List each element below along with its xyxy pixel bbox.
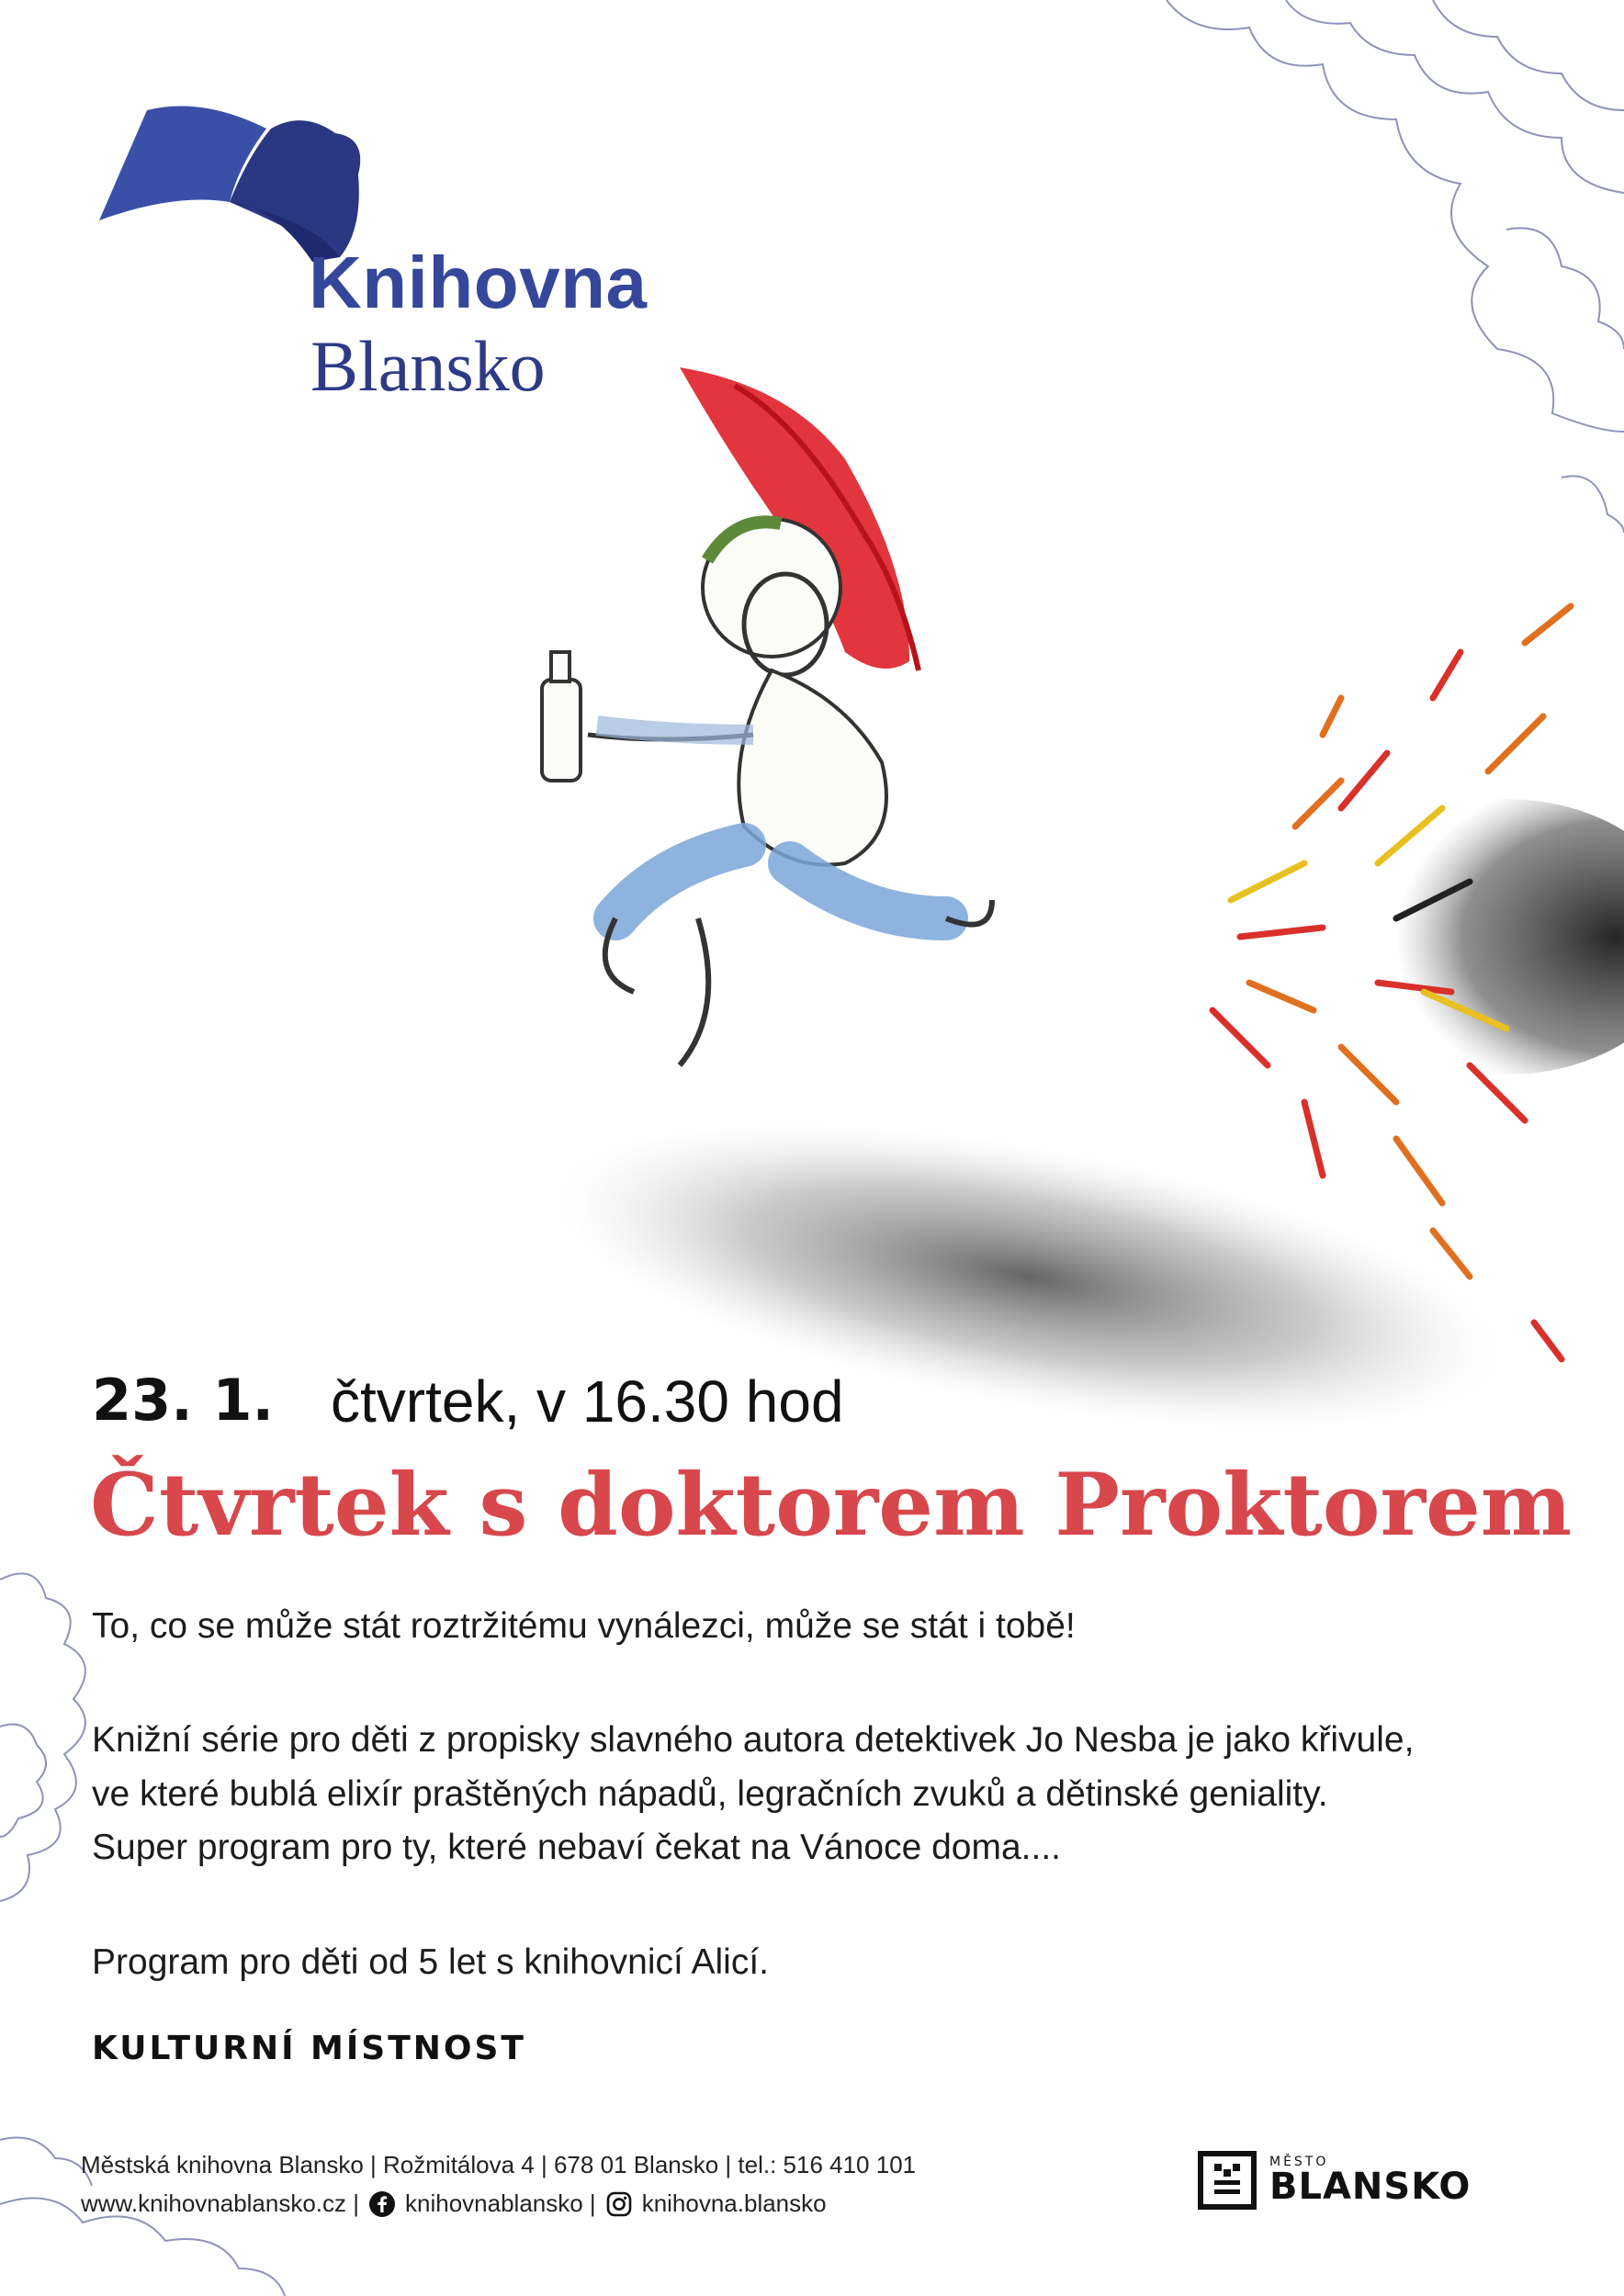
description-intro: To, co se může stát roztržitému vynálezci, může se stát i tobě! <box>92 1606 1076 1646</box>
event-time: čtvrtek, v 16.30 hod <box>331 1368 844 1435</box>
city-name <box>1269 2155 1472 2208</box>
legs <box>615 845 946 918</box>
instagram-icon[interactable] <box>605 2190 633 2218</box>
venue-label: KULTURNÍ MÍSTNOST <box>92 2030 526 2067</box>
logo-text-blansko: Blansko <box>310 326 546 406</box>
smoke-cloud <box>1323 799 1624 1075</box>
facebook-link[interactable]: knihovnablansko | <box>405 2189 596 2217</box>
logo-text-knihovna: Knihovna <box>309 242 648 323</box>
city-label-small: MĚSTO <box>1269 2155 1329 2169</box>
description-line: Knižní série pro děti z propisky slavného autora detektivek Jo Nesba je jako křivule, <box>92 1720 1415 1760</box>
bottle <box>542 680 581 781</box>
instagram-link[interactable]: knihovna.blansko <box>641 2189 827 2217</box>
facebook-icon[interactable] <box>368 2190 396 2218</box>
event-date: 23. 1. <box>92 1367 275 1434</box>
description-line: Super program pro ty, které nebaví čekat na Vánoce doma.... <box>92 1828 1062 1867</box>
city-emblem-icon <box>1198 2151 1257 2210</box>
city-label-big: BLANSKO <box>1269 2166 1472 2208</box>
city-logo <box>1198 2151 1471 2210</box>
description-audience: Program pro děti od 5 let s knihovnicí Alicí. <box>92 1942 770 1982</box>
cloud-outline-bottom-left <box>0 1573 85 1901</box>
footer-links <box>81 2189 827 2218</box>
description-main <box>92 1714 1525 1875</box>
website-link[interactable]: www.knihovnablansko.cz | <box>81 2189 360 2217</box>
event-title: Čtvrtek s doktorem Proktorem <box>90 1455 1573 1556</box>
footer-address: Městská knihovna Blansko | Rožmitálova 4 | 678 01 Blansko | tel.: 516 410 101 <box>81 2151 917 2178</box>
description-line: ve které bublá elixír praštěných nápadů, legračních zvuků a dětinské geniality. <box>92 1773 1328 1814</box>
